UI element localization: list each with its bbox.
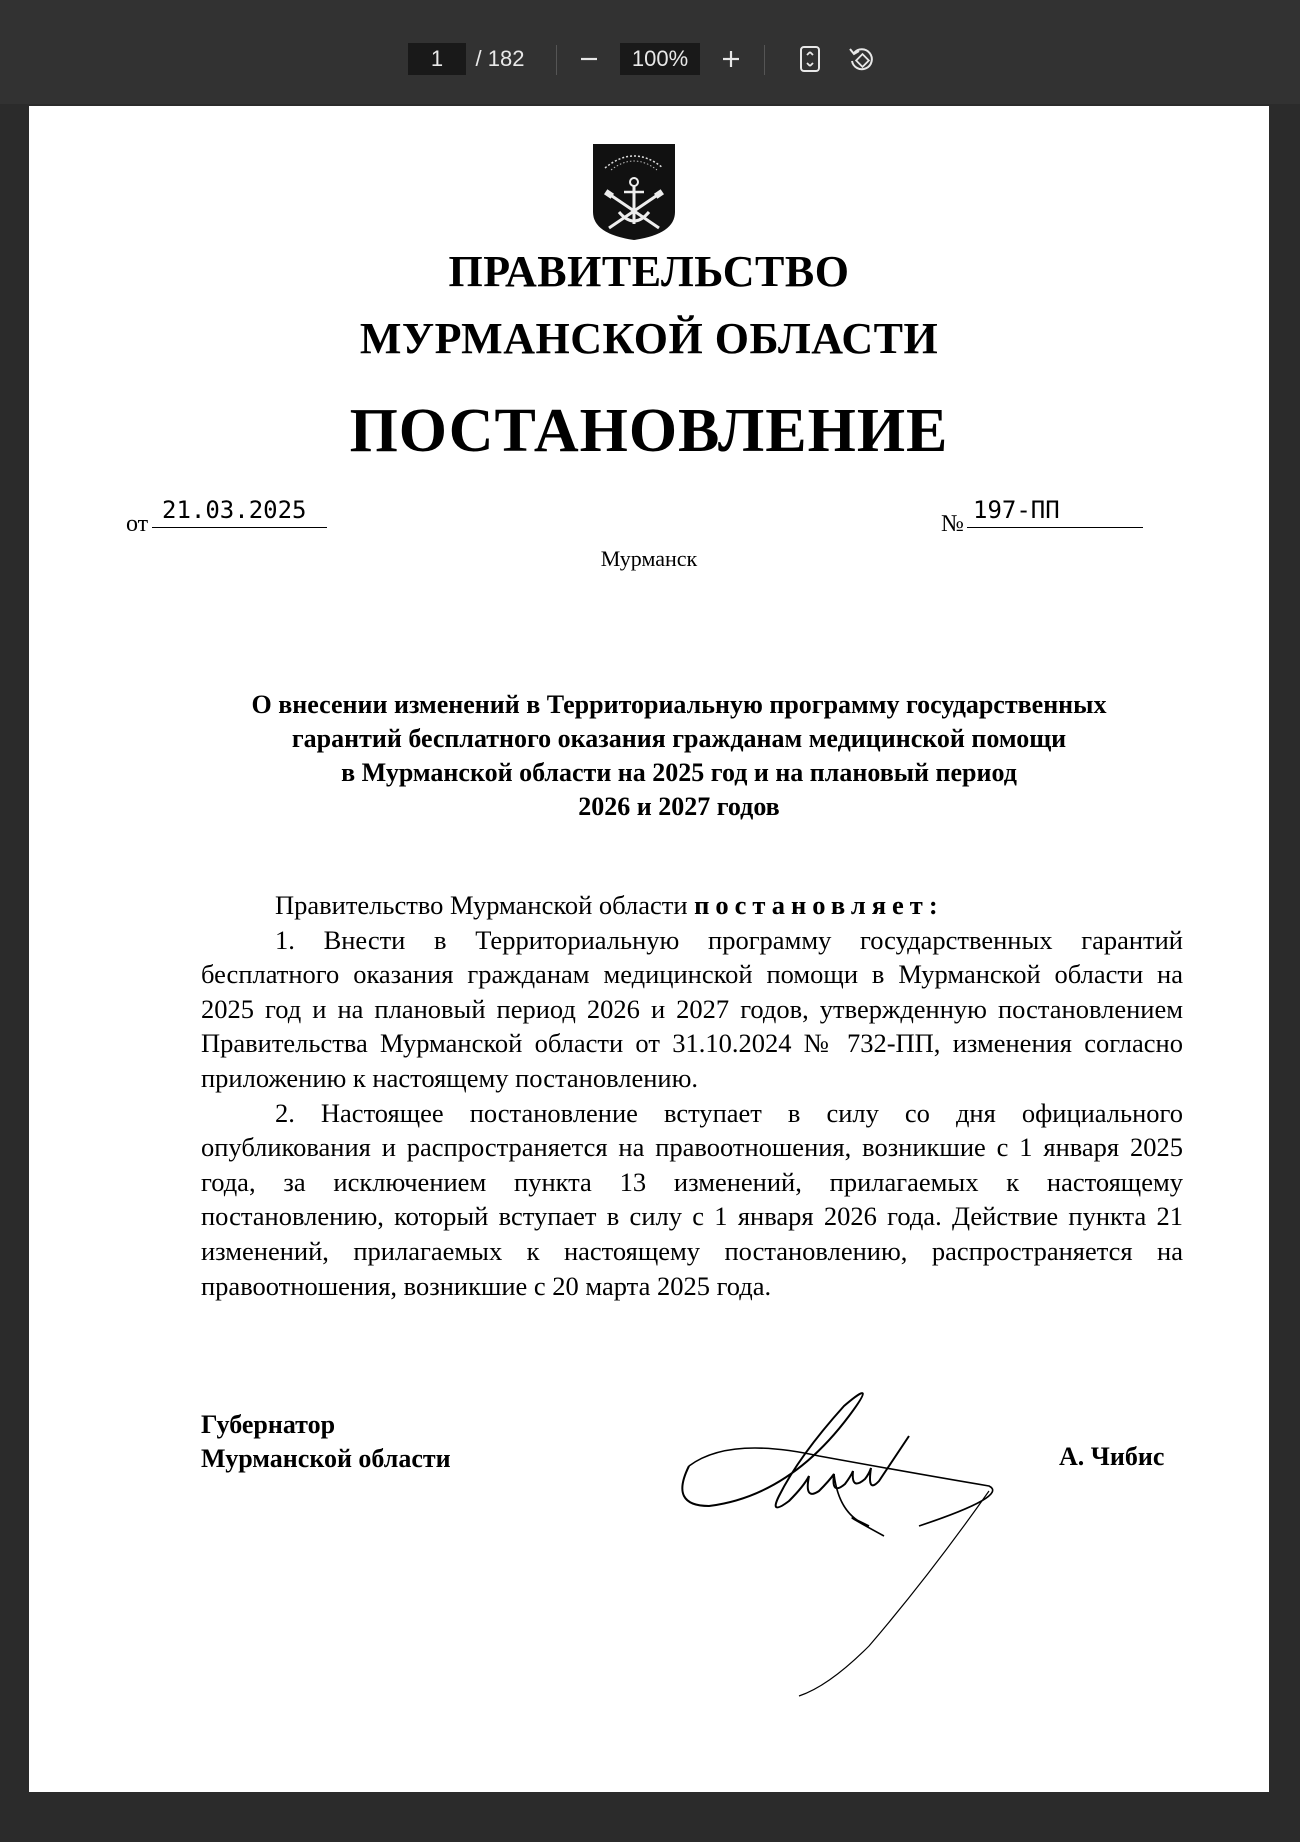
fit-page-button[interactable]	[792, 43, 828, 75]
toolbar-divider	[556, 45, 557, 75]
handwritten-signature	[669, 1376, 1029, 1706]
toolbar-divider	[764, 45, 765, 75]
signatory-line: Губернатор	[201, 1410, 336, 1439]
org-name-line1: ПРАВИТЕЛЬСТВО	[448, 247, 850, 296]
page-number-input[interactable]	[408, 43, 466, 75]
document-body	[201, 888, 1183, 1303]
title-line: О внесении изменений в Территориальную программу государственных	[251, 690, 1107, 719]
signatory-name: А. Чибис	[1059, 1442, 1165, 1471]
rotate-icon	[846, 44, 876, 74]
title-line: в Мурманской области на 2025 год и на плановый период	[341, 758, 1017, 787]
title-line: гарантий бесплатного оказания гражданам медицинской помощи	[291, 724, 1067, 753]
preamble-decree-word: постановляет:	[694, 890, 944, 920]
number-prefix: №	[941, 511, 964, 537]
document-number: 197-ПП	[967, 496, 1143, 528]
zoom-in-icon	[721, 49, 741, 69]
signatory-position	[201, 1408, 451, 1476]
document-title	[179, 688, 1179, 824]
zoom-out-button[interactable]	[571, 43, 607, 75]
zoom-out-icon	[579, 49, 599, 69]
fit-page-icon	[799, 45, 821, 73]
title-line: 2026 и 2027 годов	[578, 792, 780, 821]
document-city: Мурманск	[600, 546, 698, 571]
document-page	[29, 106, 1269, 1792]
preamble	[201, 888, 1183, 923]
paragraph-2: 2. Настоящее постановление вступает в силу со дня официального опубликования и распространяется на правоотношения, возникшие с 1 января 2025 года, за исключением пункта 13 изменений, прилагаемых к настоящему постановлению, который вступает в силу с 1 января 2026 года. Действие пункта 21 изменений, прилагаемых к настоящему постановлению, распространяется на правоотношения, возникшие с 20 марта 2025 года.	[201, 1097, 1183, 1301]
rotate-button[interactable]	[843, 43, 879, 75]
signatory-line: Мурманской области	[201, 1444, 451, 1473]
coat-of-arms-emblem	[591, 142, 677, 242]
pdf-toolbar	[0, 0, 1300, 104]
date-prefix: от	[126, 511, 149, 537]
zoom-level-input[interactable]	[620, 43, 700, 75]
document-date: 21.03.2025	[152, 496, 327, 528]
preamble-text: Правительство Мурманской области	[275, 890, 695, 920]
org-name-line2: МУРМАНСКОЙ ОБЛАСТИ	[359, 314, 939, 363]
document-type: ПОСТАНОВЛЕНИЕ	[349, 397, 949, 465]
paragraph-1: 1. Внести в Территориальную программу государственных гарантий бесплатного оказания гражданам медицинской помощи в Мурманской области на 2025 год и на плановый период 2026 и 2027 годов, утвержденную постановлением Правительства Мурманской области от 31.10.2024 № 732-ПП, изменения согласно приложению к настоящему постановлению.	[201, 924, 1183, 1093]
page-total-label: / 182	[475, 46, 525, 71]
zoom-in-button[interactable]	[713, 43, 749, 75]
